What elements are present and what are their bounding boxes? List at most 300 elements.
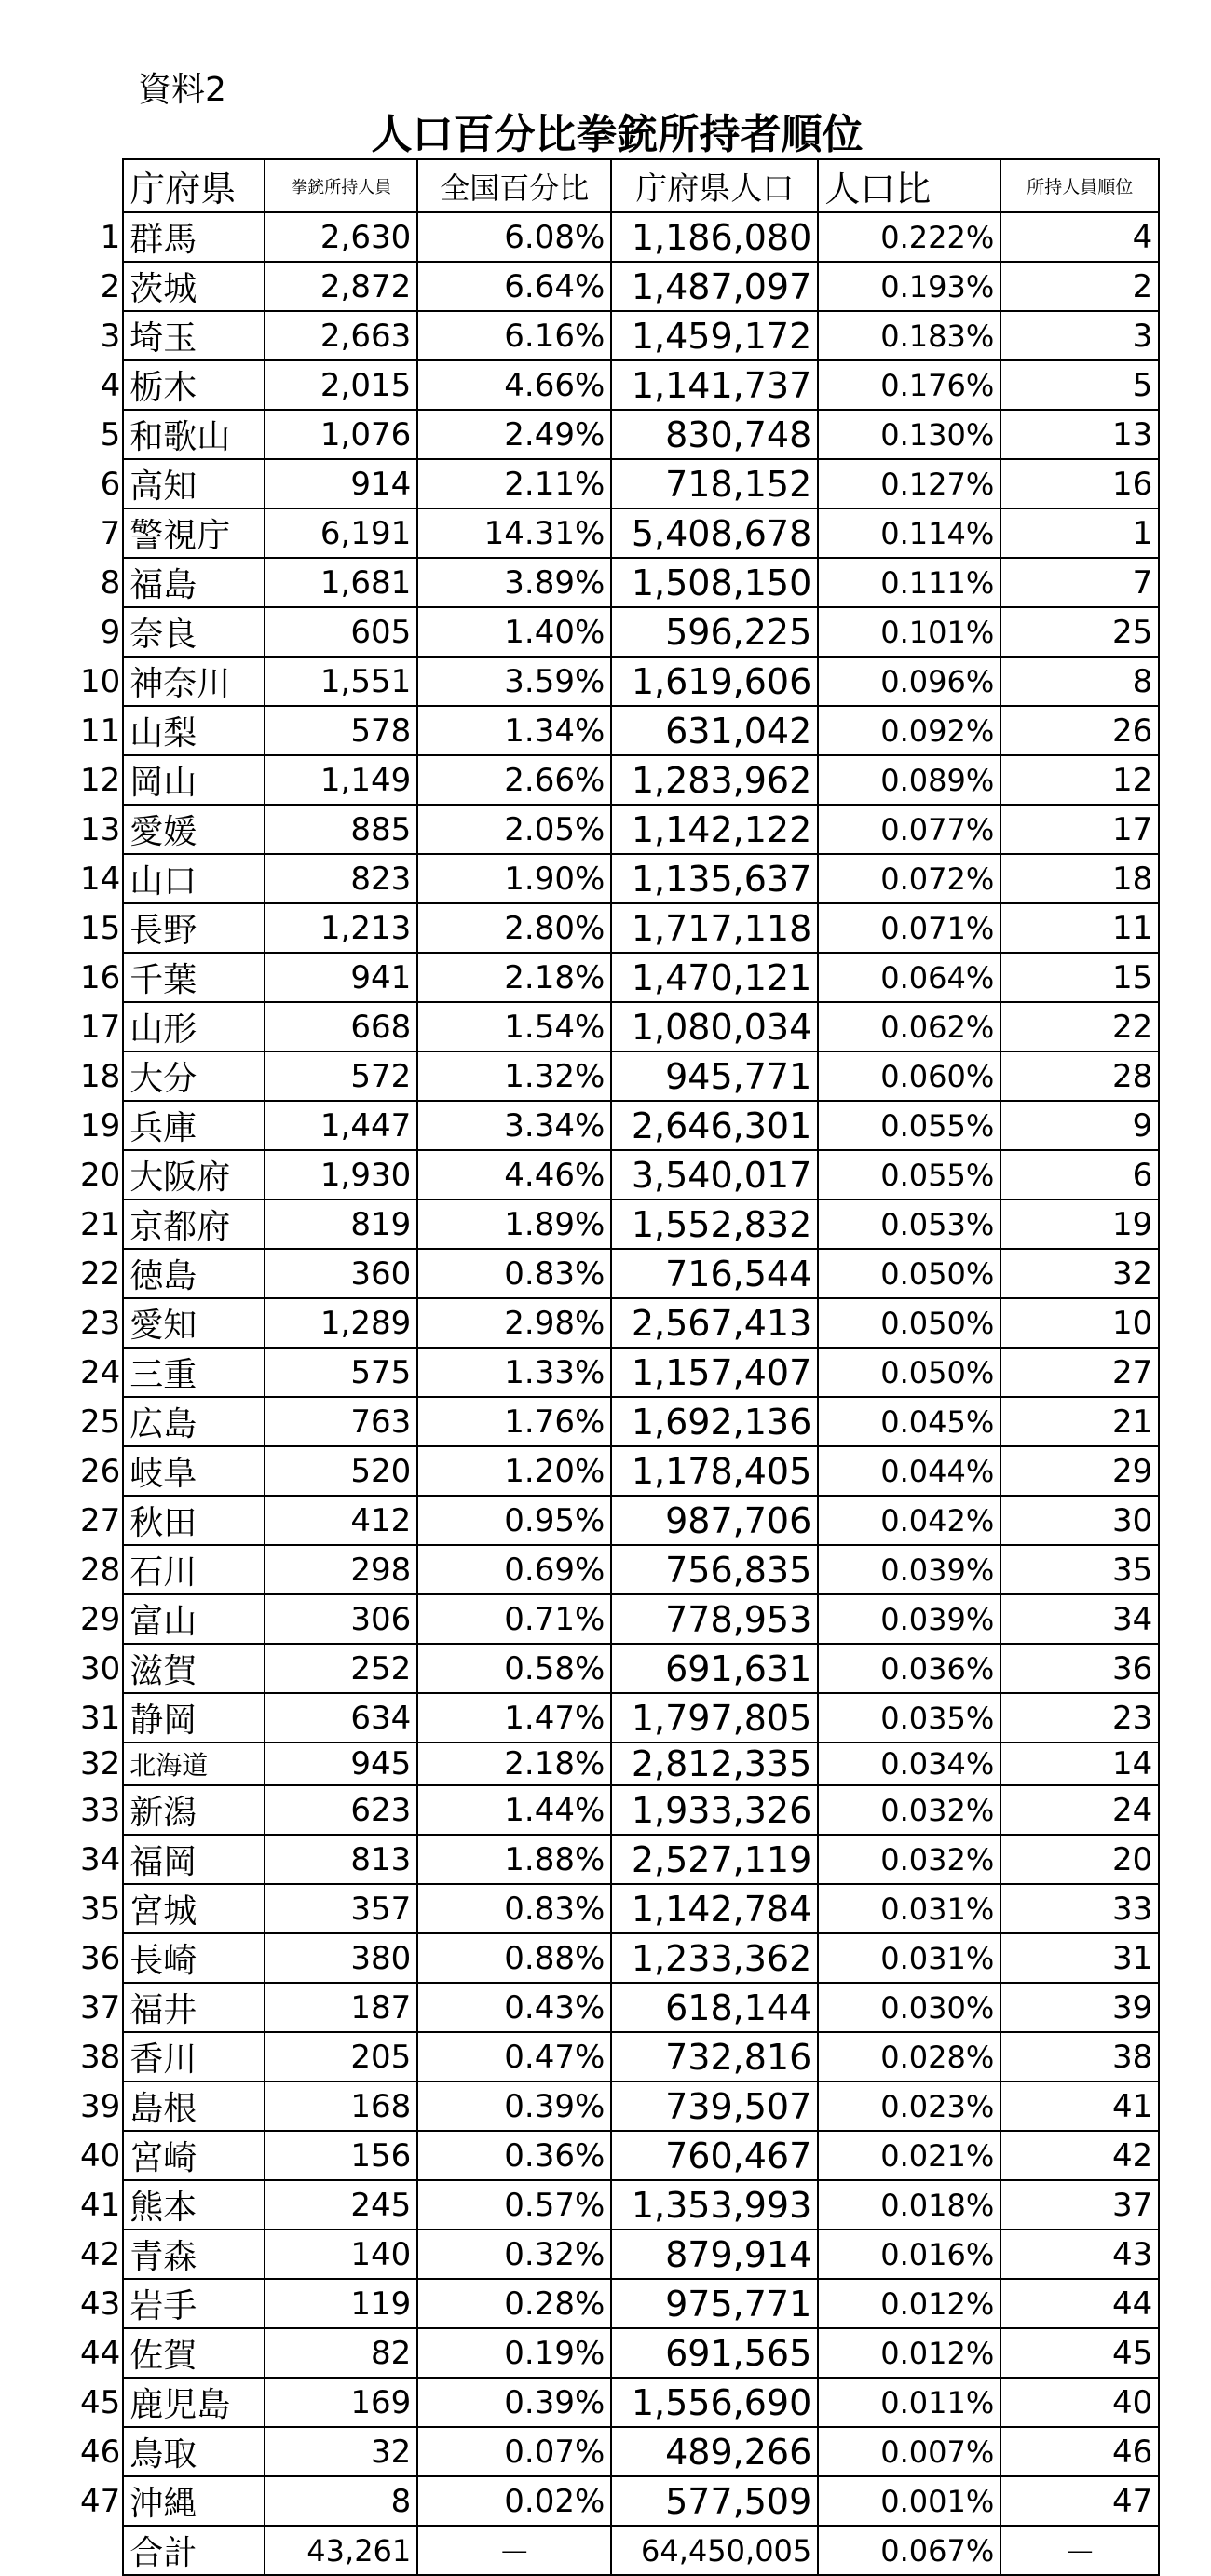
table-row [80, 1150, 1159, 1200]
population-ratio-cell: 0.011% [818, 2378, 1000, 2427]
index-header [80, 159, 123, 212]
holder-rank-cell: 45 [1000, 2328, 1159, 2378]
holder-rank-cell: 46 [1000, 2427, 1159, 2476]
row-number: 41 [80, 2186, 121, 2224]
population-cell: 691,565 [611, 2328, 818, 2378]
prefecture-cell: 高知 [123, 459, 265, 508]
row-number: 28 [80, 1551, 121, 1589]
population-cell: 975,771 [611, 2279, 818, 2328]
national-percent-cell: 0.07% [417, 2427, 611, 2476]
holders-cell: 2,872 [265, 262, 417, 311]
row-number: 27 [80, 1501, 121, 1539]
holders-cell: 763 [265, 1397, 417, 1446]
row-number: 43 [80, 2285, 121, 2323]
total-national-percent: － [417, 2526, 611, 2575]
row-number: 15 [80, 909, 121, 947]
holders-cell: 1,930 [265, 1150, 417, 1200]
holders-cell: 82 [265, 2328, 417, 2378]
row-number: 36 [80, 1939, 121, 1977]
row-number: 29 [80, 1600, 121, 1638]
population-cell: 1,556,690 [611, 2378, 818, 2427]
table-header-row [80, 159, 1159, 212]
holder-rank-cell: 25 [1000, 607, 1159, 657]
prefecture-cell: 山口 [123, 854, 265, 903]
population-ratio-cell: 0.055% [818, 1101, 1000, 1150]
national-percent-cell: 1.76% [417, 1397, 611, 1446]
row-number: 25 [80, 1403, 121, 1441]
table-row [80, 558, 1159, 607]
holder-rank-cell: 40 [1000, 2378, 1159, 2427]
prefecture-cell: 三重 [123, 1348, 265, 1397]
holder-rank-cell: 20 [1000, 1835, 1159, 1884]
population-cell: 1,080,034 [611, 1002, 818, 1051]
row-number: 23 [80, 1304, 121, 1342]
table-row [80, 410, 1159, 459]
table-row [80, 2328, 1159, 2378]
population-cell: 739,507 [611, 2081, 818, 2131]
national-percent-cell: 1.34% [417, 706, 611, 755]
table-row [80, 2131, 1159, 2180]
table-row [80, 1101, 1159, 1150]
population-cell: 489,266 [611, 2427, 818, 2476]
prefecture-cell: 愛知 [123, 1298, 265, 1348]
row-number: 4 [100, 366, 121, 404]
population-cell: 1,178,405 [611, 1446, 818, 1496]
row-number: 44 [80, 2334, 121, 2372]
prefecture-cell: 福島 [123, 558, 265, 607]
population-ratio-cell: 0.077% [818, 805, 1000, 854]
holders-cell: 1,149 [265, 755, 417, 805]
population-cell: 1,933,326 [611, 1785, 818, 1835]
holder-rank-cell: 33 [1000, 1884, 1159, 1933]
prefecture-cell: 宮崎 [123, 2131, 265, 2180]
population-ratio-cell: 0.060% [818, 1051, 1000, 1101]
population-cell: 618,144 [611, 1983, 818, 2032]
holder-rank-cell: 31 [1000, 1933, 1159, 1983]
row-number: 13 [80, 810, 121, 848]
national-percent-cell: 0.57% [417, 2180, 611, 2230]
table-row [80, 1835, 1159, 1884]
row-number: 47 [80, 2482, 121, 2520]
table-row [80, 2032, 1159, 2081]
table-row [80, 1496, 1159, 1545]
holder-rank-cell: 17 [1000, 805, 1159, 854]
row-number: 45 [80, 2383, 121, 2421]
population-ratio-cell: 0.114% [818, 508, 1000, 558]
holders-cell: 1,213 [265, 903, 417, 953]
holder-rank-cell: 7 [1000, 558, 1159, 607]
prefecture-cell: 神奈川 [123, 657, 265, 706]
prefecture-cell: 山梨 [123, 706, 265, 755]
row-number: 2 [100, 267, 121, 305]
national-percent-cell: 0.36% [417, 2131, 611, 2180]
holder-rank-cell: 22 [1000, 1002, 1159, 1051]
national-percent-cell: 0.83% [417, 1249, 611, 1298]
population-cell: 716,544 [611, 1249, 818, 1298]
national-percent-cell: 3.89% [417, 558, 611, 607]
holders-cell: 412 [265, 1496, 417, 1545]
national-percent-cell: 0.32% [417, 2230, 611, 2279]
national-percent-cell: 0.95% [417, 1496, 611, 1545]
national-percent-cell: 1.33% [417, 1348, 611, 1397]
population-ratio-cell: 0.018% [818, 2180, 1000, 2230]
population-cell: 2,812,335 [611, 1742, 818, 1785]
national-percent-cell: 1.47% [417, 1693, 611, 1742]
prefecture-cell: 島根 [123, 2081, 265, 2131]
prefecture-cell: 和歌山 [123, 410, 265, 459]
holder-rank-cell: 26 [1000, 706, 1159, 755]
holder-rank-cell: 16 [1000, 459, 1159, 508]
population-ratio-cell: 0.072% [818, 854, 1000, 903]
holders-cell: 623 [265, 1785, 417, 1835]
total-row-number [80, 2526, 123, 2575]
row-number: 6 [100, 465, 121, 503]
holder-rank-cell: 9 [1000, 1101, 1159, 1150]
population-ratio-cell: 0.222% [818, 212, 1000, 262]
holders-cell: 941 [265, 953, 417, 1002]
row-number: 40 [80, 2136, 121, 2175]
holder-rank-cell: 36 [1000, 1644, 1159, 1693]
population-ratio-cell: 0.036% [818, 1644, 1000, 1693]
population-cell: 1,142,784 [611, 1884, 818, 1933]
row-number: 35 [80, 1890, 121, 1928]
national-percent-cell: 3.59% [417, 657, 611, 706]
population-cell: 596,225 [611, 607, 818, 657]
population-ratio-cell: 0.050% [818, 1298, 1000, 1348]
prefecture-cell: 群馬 [123, 212, 265, 262]
population-ratio-cell: 0.042% [818, 1496, 1000, 1545]
population-cell: 1,717,118 [611, 903, 818, 953]
holder-rank-cell: 6 [1000, 1150, 1159, 1200]
holder-rank-cell: 41 [1000, 2081, 1159, 2131]
holders-cell: 1,076 [265, 410, 417, 459]
population-cell: 987,706 [611, 1496, 818, 1545]
prefecture-cell: 埼玉 [123, 311, 265, 360]
total-population-ratio: 0.067% [818, 2526, 1000, 2575]
holder-rank-cell: 15 [1000, 953, 1159, 1002]
population-ratio-cell: 0.183% [818, 311, 1000, 360]
row-number: 9 [100, 613, 121, 651]
holders-cell: 520 [265, 1446, 417, 1496]
holder-rank-cell: 10 [1000, 1298, 1159, 1348]
table-total-row [80, 2526, 1159, 2575]
holder-rank-cell: 5 [1000, 360, 1159, 410]
row-number: 38 [80, 2038, 121, 2076]
row-number: 30 [80, 1649, 121, 1688]
national-percent-cell: 6.64% [417, 262, 611, 311]
holders-cell: 205 [265, 2032, 417, 2081]
national-percent-cell: 4.66% [417, 360, 611, 410]
row-number: 8 [100, 563, 121, 602]
holder-rank-cell: 3 [1000, 311, 1159, 360]
table-row [80, 2230, 1159, 2279]
holders-cell: 252 [265, 1644, 417, 1693]
row-number: 17 [80, 1008, 121, 1046]
table-row [80, 212, 1159, 262]
holders-cell: 634 [265, 1693, 417, 1742]
prefecture-cell: 京都府 [123, 1200, 265, 1249]
prefecture-cell: 熊本 [123, 2180, 265, 2230]
holders-cell: 8 [265, 2476, 417, 2526]
holders-cell: 1,447 [265, 1101, 417, 1150]
table-row [80, 2378, 1159, 2427]
table-row [80, 854, 1159, 903]
table-row [80, 1298, 1159, 1348]
population-ratio-cell: 0.039% [818, 1594, 1000, 1644]
holders-cell: 1,551 [265, 657, 417, 706]
prefecture-cell: 静岡 [123, 1693, 265, 1742]
national-percent-cell: 1.88% [417, 1835, 611, 1884]
row-number: 39 [80, 2087, 121, 2125]
table-row [80, 1693, 1159, 1742]
row-number: 20 [80, 1156, 121, 1194]
prefecture-cell: 広島 [123, 1397, 265, 1446]
total-population: 64,450,005 [611, 2526, 818, 2575]
row-number: 19 [80, 1106, 121, 1145]
row-number: 5 [100, 415, 121, 454]
holders-cell: 1,289 [265, 1298, 417, 1348]
row-number: 10 [80, 662, 121, 700]
prefecture-cell: 栃木 [123, 360, 265, 410]
prefecture-cell: 徳島 [123, 1249, 265, 1298]
holders-cell: 357 [265, 1884, 417, 1933]
table-row [80, 1644, 1159, 1693]
prefecture-cell: 石川 [123, 1545, 265, 1594]
holder-rank-cell: 34 [1000, 1594, 1159, 1644]
population-cell: 830,748 [611, 410, 818, 459]
table-row [80, 1785, 1159, 1835]
prefecture-cell: 千葉 [123, 953, 265, 1002]
national-percent-cell: 2.80% [417, 903, 611, 953]
holders-cell: 187 [265, 1983, 417, 2032]
prefecture-cell: 鳥取 [123, 2427, 265, 2476]
holder-rank-cell: 24 [1000, 1785, 1159, 1835]
holder-rank-cell: 1 [1000, 508, 1159, 558]
table-row [80, 805, 1159, 854]
holder-rank-cell: 44 [1000, 2279, 1159, 2328]
national-percent-cell: 2.49% [417, 410, 611, 459]
table-row [80, 755, 1159, 805]
table-row [80, 1594, 1159, 1644]
holders-cell: 306 [265, 1594, 417, 1644]
table-row [80, 2180, 1159, 2230]
national-percent-cell: 2.05% [417, 805, 611, 854]
population-cell: 1,283,962 [611, 755, 818, 805]
holder-rank-cell: 29 [1000, 1446, 1159, 1496]
holders-cell: 819 [265, 1200, 417, 1249]
holder-rank-cell: 12 [1000, 755, 1159, 805]
table-row [80, 1002, 1159, 1051]
column-header-national-percent: 全国百分比 [417, 159, 611, 212]
table-row [80, 903, 1159, 953]
prefecture-cell: 宮城 [123, 1884, 265, 1933]
holder-rank-cell: 8 [1000, 657, 1159, 706]
holders-cell: 360 [265, 1249, 417, 1298]
population-cell: 1,470,121 [611, 953, 818, 1002]
national-percent-cell: 1.44% [417, 1785, 611, 1835]
population-cell: 1,353,993 [611, 2180, 818, 2230]
holder-rank-cell: 14 [1000, 1742, 1159, 1785]
holders-cell: 1,681 [265, 558, 417, 607]
prefecture-cell: 長野 [123, 903, 265, 953]
holder-rank-cell: 35 [1000, 1545, 1159, 1594]
national-percent-cell: 0.88% [417, 1933, 611, 1983]
prefecture-cell: 警視庁 [123, 508, 265, 558]
table-row [80, 607, 1159, 657]
population-ratio-cell: 0.034% [818, 1742, 1000, 1785]
holders-cell: 2,015 [265, 360, 417, 410]
row-number: 32 [80, 1745, 121, 1783]
table-row [80, 508, 1159, 558]
population-ratio-cell: 0.028% [818, 2032, 1000, 2081]
national-percent-cell: 1.89% [417, 1200, 611, 1249]
population-ratio-cell: 0.032% [818, 1835, 1000, 1884]
population-cell: 1,487,097 [611, 262, 818, 311]
population-ratio-cell: 0.053% [818, 1200, 1000, 1249]
population-cell: 1,135,637 [611, 854, 818, 903]
table-row [80, 2279, 1159, 2328]
prefecture-cell: 岡山 [123, 755, 265, 805]
table-row [80, 1742, 1159, 1785]
prefecture-cell: 山形 [123, 1002, 265, 1051]
national-percent-cell: 0.47% [417, 2032, 611, 2081]
population-cell: 1,141,737 [611, 360, 818, 410]
column-header-prefecture: 庁府県 [123, 159, 265, 212]
prefecture-cell: 長崎 [123, 1933, 265, 1983]
table-row [80, 1446, 1159, 1496]
row-number: 16 [80, 958, 121, 997]
population-cell: 1,142,122 [611, 805, 818, 854]
row-number: 3 [100, 317, 121, 355]
prefecture-cell: 北海道 [123, 1742, 265, 1785]
holders-cell: 605 [265, 607, 417, 657]
row-number: 26 [80, 1452, 121, 1490]
holders-cell: 668 [265, 1002, 417, 1051]
prefecture-cell: 新潟 [123, 1785, 265, 1835]
national-percent-cell: 2.98% [417, 1298, 611, 1348]
population-ratio-cell: 0.031% [818, 1884, 1000, 1933]
holder-rank-cell: 11 [1000, 903, 1159, 953]
national-percent-cell: 0.39% [417, 2081, 611, 2131]
population-ratio-cell: 0.062% [818, 1002, 1000, 1051]
document-label: 資料2 [138, 71, 226, 109]
holder-rank-cell: 27 [1000, 1348, 1159, 1397]
row-number: 31 [80, 1699, 121, 1737]
national-percent-cell: 3.34% [417, 1101, 611, 1150]
population-ratio-cell: 0.007% [818, 2427, 1000, 2476]
holder-rank-cell: 13 [1000, 410, 1159, 459]
population-ratio-cell: 0.012% [818, 2328, 1000, 2378]
population-ratio-cell: 0.031% [818, 1933, 1000, 1983]
national-percent-cell: 6.16% [417, 311, 611, 360]
population-ratio-cell: 0.130% [818, 410, 1000, 459]
holder-rank-cell: 4 [1000, 212, 1159, 262]
row-number: 37 [80, 1988, 121, 2027]
national-percent-cell: 6.08% [417, 212, 611, 262]
holders-cell: 575 [265, 1348, 417, 1397]
population-ratio-cell: 0.039% [818, 1545, 1000, 1594]
holders-cell: 885 [265, 805, 417, 854]
holders-cell: 168 [265, 2081, 417, 2131]
population-ratio-cell: 0.064% [818, 953, 1000, 1002]
prefecture-cell: 富山 [123, 1594, 265, 1644]
population-ratio-cell: 0.096% [818, 657, 1000, 706]
holders-cell: 380 [265, 1933, 417, 1983]
population-ratio-cell: 0.127% [818, 459, 1000, 508]
table-title: 人口百分比拳銃所持者順位 [371, 111, 864, 158]
holder-rank-cell: 42 [1000, 2131, 1159, 2180]
column-header-holder-rank: 所持人員順位 [1000, 159, 1159, 212]
population-cell: 577,509 [611, 2476, 818, 2526]
prefecture-cell: 岩手 [123, 2279, 265, 2328]
prefecture-cell: 佐賀 [123, 2328, 265, 2378]
row-number: 14 [80, 860, 121, 898]
prefecture-cell: 鹿児島 [123, 2378, 265, 2427]
national-percent-cell: 2.11% [417, 459, 611, 508]
population-cell: 1,619,606 [611, 657, 818, 706]
population-cell: 1,797,805 [611, 1693, 818, 1742]
table-row [80, 1545, 1159, 1594]
table-row [80, 706, 1159, 755]
population-cell: 778,953 [611, 1594, 818, 1644]
holders-cell: 572 [265, 1051, 417, 1101]
holder-rank-cell: 23 [1000, 1693, 1159, 1742]
population-cell: 2,527,119 [611, 1835, 818, 1884]
table-row [80, 311, 1159, 360]
population-ratio-cell: 0.016% [818, 2230, 1000, 2279]
national-percent-cell: 2.66% [417, 755, 611, 805]
population-cell: 945,771 [611, 1051, 818, 1101]
holders-cell: 945 [265, 1742, 417, 1785]
population-ratio-cell: 0.035% [818, 1693, 1000, 1742]
table-row [80, 2427, 1159, 2476]
national-percent-cell: 14.31% [417, 508, 611, 558]
row-number: 18 [80, 1057, 121, 1095]
table-row [80, 262, 1159, 311]
population-ratio-cell: 0.101% [818, 607, 1000, 657]
holders-cell: 2,663 [265, 311, 417, 360]
holder-rank-cell: 30 [1000, 1496, 1159, 1545]
holder-rank-cell: 19 [1000, 1200, 1159, 1249]
holders-cell: 32 [265, 2427, 417, 2476]
population-cell: 2,646,301 [611, 1101, 818, 1150]
population-ratio-cell: 0.030% [818, 1983, 1000, 2032]
prefecture-cell: 沖縄 [123, 2476, 265, 2526]
population-ratio-cell: 0.089% [818, 755, 1000, 805]
national-percent-cell: 0.39% [417, 2378, 611, 2427]
population-cell: 1,552,832 [611, 1200, 818, 1249]
population-cell: 5,408,678 [611, 508, 818, 558]
row-number: 34 [80, 1840, 121, 1878]
population-ratio-cell: 0.050% [818, 1348, 1000, 1397]
row-number: 7 [100, 514, 121, 552]
holders-cell: 2,630 [265, 212, 417, 262]
holders-cell: 245 [265, 2180, 417, 2230]
prefecture-cell: 福岡 [123, 1835, 265, 1884]
prefecture-cell: 愛媛 [123, 805, 265, 854]
row-number: 21 [80, 1205, 121, 1243]
table-row [80, 1933, 1159, 1983]
population-cell: 631,042 [611, 706, 818, 755]
holders-cell: 140 [265, 2230, 417, 2279]
population-ratio-cell: 0.021% [818, 2131, 1000, 2180]
prefecture-cell: 秋田 [123, 1496, 265, 1545]
national-percent-cell: 0.28% [417, 2279, 611, 2328]
population-cell: 1,459,172 [611, 311, 818, 360]
national-percent-cell: 1.20% [417, 1446, 611, 1496]
national-percent-cell: 1.54% [417, 1002, 611, 1051]
column-header-population-ratio: 人口比 [818, 159, 1000, 212]
